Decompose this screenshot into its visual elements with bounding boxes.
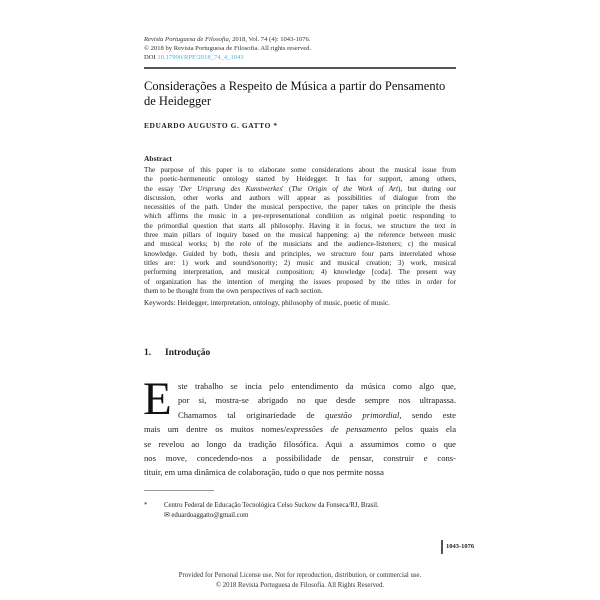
footer-line: © 2018 Revista Portuguesa de Filosofia. All Rights Reserved. — [215, 581, 385, 589]
text-line: the poetic-hermeneutic ontology started by Heidegger. It has for support, among others, — [144, 175, 456, 184]
text-line: tituir, em uma dinâmica de colaboração, tudo o que nos permite nossa — [144, 467, 384, 478]
author: EDUARDO AUGUSTO G. GATTO * — [144, 121, 278, 130]
title-line: de Heidegger — [144, 94, 211, 108]
text-line: performing interpretation, and musical composition; 4) knowledge [coda]. The present way — [144, 268, 456, 277]
page-range: 1043-1076 — [441, 540, 474, 554]
text-line: mais um dentre os muitos nomes/expressões de pensamento pelos quais ela — [144, 424, 456, 435]
text-line: discussion, other works and authors will appear as possibilities of dialogue from the — [144, 193, 456, 202]
drop-cap: E — [143, 373, 172, 425]
abstract-heading: Abstract — [144, 154, 172, 163]
section-heading — [144, 348, 210, 358]
abstract-body — [144, 166, 456, 296]
doi-link[interactable]: 10.17990/RPF/2018_74_4_1043 — [157, 54, 244, 61]
envelope-icon: ✉ — [164, 512, 170, 519]
journal-header — [144, 35, 311, 62]
body-paragraph — [143, 373, 456, 480]
paper-title — [144, 79, 464, 109]
text-line: necessities of the path. Under the musical perspective, the paper takes on principle the thesis — [144, 203, 456, 212]
text-line: three main pillars of inquiry based on the musical happening: a) the reference between music — [144, 231, 456, 240]
license-footer — [0, 571, 600, 590]
footnote-rule — [144, 490, 214, 491]
footnote-mark: * — [144, 502, 148, 509]
affiliation: Centro Federal de Educação Tecnológica Celso Suckow da Fonseca/RJ, Brasil. — [164, 502, 379, 509]
text-line: se revelou ao longo da tradição filosófica. Aqui a assumimos como o que — [144, 438, 456, 449]
text-line: titles are: 1) work and sound/sonority; 2) music and musical creation; 3) work, musical — [144, 258, 456, 267]
keywords: Keywords: Heidegger, interpretation, ontology, philosophy of music, poetic of music. — [144, 299, 390, 307]
section-number: 1. — [144, 348, 152, 358]
doi-label: DOI — [144, 54, 156, 61]
text-line: nos move, concedendo-nos a possibilidade de pensar, construir e cons- — [144, 452, 456, 463]
email-link[interactable]: eduardoaggatto@gmail.com — [171, 512, 249, 519]
title-line: Considerações a Respeito de Música a partir do Pensamento — [144, 79, 446, 93]
section-title: Introdução — [165, 348, 211, 358]
text-line: them to be thought from the own perspectives of each section. — [144, 286, 323, 295]
journal-name: Revista Portuguesa de Filosofia — [144, 36, 229, 43]
header-rule — [144, 67, 456, 69]
text-line: ste trabalho se incia pelo entendimento da música como algo que, — [178, 381, 456, 391]
text-line: and musical works; b) the role of the musicians and the audience-listeners; c) the musical — [144, 240, 456, 249]
text-line: The purpose of this paper is to elaborate some considerations about the musical issue from — [144, 166, 456, 174]
text-line: the primordial question that starts all philosophy. Having it in focus, we structure the text in — [144, 221, 456, 230]
text-line: the essay 'Der Ursprung des Kunstwerkes' (The Origin of the Work of Art), but during our — [144, 184, 456, 193]
footer-line: Provided for Personal License use. Not for reproduction, distribution, or commercial use. — [178, 572, 422, 579]
text-line: por si, mostra-se abrigado no que desde sempre nos ultrapassa. — [178, 395, 456, 406]
text-line: knowledge. Guided by both, thesis and principles, we structure four parts interrelated whose — [144, 249, 456, 258]
text-line: which affirms the music in a pre-representational condition as original poetic responding to — [144, 212, 456, 221]
copyright: © 2018 by Revista Portuguesa de Filosofia. All rights reserved. — [144, 45, 312, 52]
text-line: Chamamos tal originariedade de questão primordial, sendo este — [178, 409, 456, 420]
text-line: of organization has the intention of merging the issues proposed by the titles in order for — [144, 277, 456, 286]
citation: , 2018, Vol. 74 (4): 1043-1076. — [228, 36, 311, 43]
